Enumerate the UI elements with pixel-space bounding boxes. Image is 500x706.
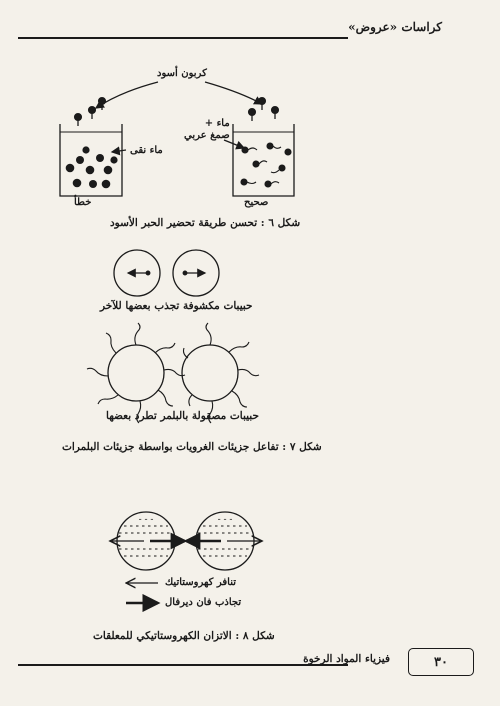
legend-attraction-label: تجاذب فان ديرفال [165, 597, 242, 608]
figure8-spheres [110, 512, 262, 570]
figure8-legend-arrows [126, 583, 158, 603]
figure7-polymer-particles [87, 323, 259, 423]
page-number-box [408, 648, 474, 676]
sediment-particles [66, 146, 118, 188]
label-water-gum [184, 118, 230, 142]
figure7-caption: شكل ٧ : تفاعل جزيئات الغرويات بواسطة جزيئات البلمرات [62, 441, 322, 453]
footer-rule [18, 664, 348, 666]
container-right [233, 124, 294, 196]
label-wrong: خطأ [74, 197, 92, 208]
dispersed-particles [241, 143, 291, 187]
label-water-gum-line2: صمغ عربي [184, 130, 230, 141]
falling-particles-left [75, 98, 106, 126]
figure7-exposed-particles [114, 250, 219, 296]
footer-book-title: فيزياء المواد الرخوة [303, 653, 390, 665]
legend-repulsion-label: تنافر كهروستاتيك [165, 577, 237, 588]
label-pure-water: ماء نقى [130, 145, 163, 156]
label-water-gum-line1: ماء + [204, 118, 230, 129]
figure8-caption: شكل ٨ : الاتزان الكهروستاتيكي للمعلقات [93, 630, 275, 642]
figure6-drawing [60, 82, 294, 196]
carbon-arrow-left [96, 82, 158, 108]
svg-text:- - -: - - - [217, 515, 233, 525]
label-polymer-particles: حبيبات مصقولة بالبلمر تطرد بعضها [106, 410, 259, 422]
carbon-arrow-right [205, 82, 262, 104]
pure-water-pointer [112, 150, 126, 152]
svg-text:- - -: - - - [138, 515, 154, 525]
label-correct: صحيح [244, 197, 269, 208]
page-number: ٣٠ [434, 654, 448, 670]
falling-particles-right [249, 98, 279, 121]
running-header-title: كراسات «عروض» [348, 20, 442, 34]
figure6-caption: شكل ٦ : تحسن طريقة تحضير الحبر الأسود [110, 217, 301, 229]
label-carbon-black: كربون أسود [157, 68, 207, 79]
label-exposed-particles: حبيبات مكشوفة تجذب بعضها للآخر [100, 300, 253, 312]
